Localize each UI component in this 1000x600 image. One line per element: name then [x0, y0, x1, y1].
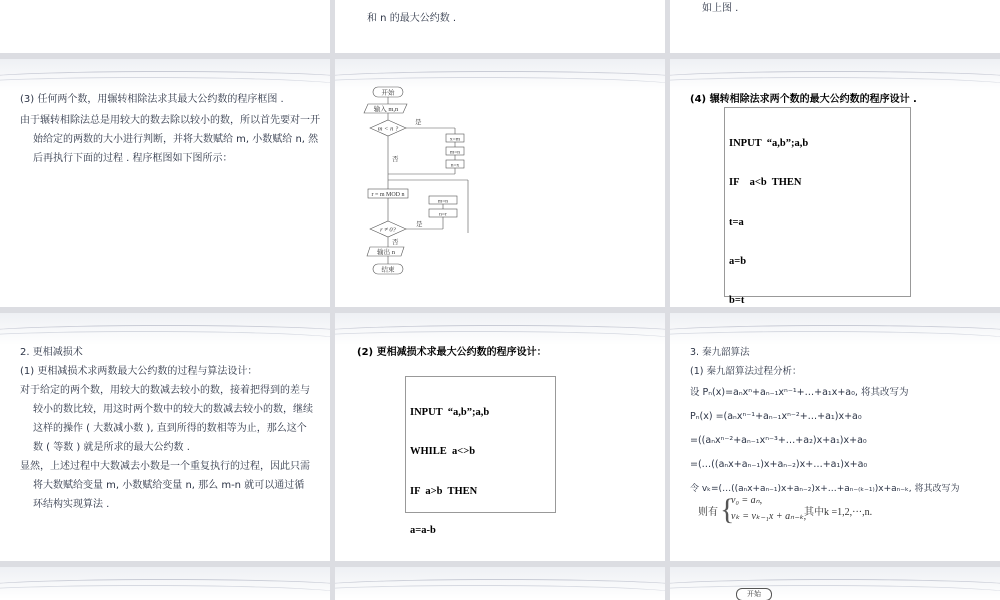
flow-yes2: 是	[416, 221, 423, 228]
slide-last-mid	[335, 567, 665, 600]
flow-cond2: r ≠ 0?	[380, 226, 396, 234]
slide-title: (4) 辗转相除法求两个数的最大公约数的程序设计 .	[690, 94, 917, 105]
flow-input: 输入 m,n	[373, 106, 399, 113]
flow-no2: 否	[392, 239, 399, 246]
slide-text: 如上图 .	[702, 3, 739, 14]
flow-start: 开始	[381, 89, 395, 97]
flow-start: 开始	[736, 588, 772, 600]
where-text: 其中k =1,2,···,n.	[804, 507, 873, 518]
slide-mid-left	[0, 59, 330, 307]
slide-last-right	[670, 567, 1000, 600]
slide-subtitle: (1) 秦九韶算法过程分析：	[690, 366, 802, 377]
flow-output: 输出 n	[377, 249, 395, 256]
then-label: 则有	[698, 507, 718, 518]
slide-last-left	[0, 567, 330, 600]
flow-cond1: m < n ?	[377, 125, 399, 133]
flow-calc: r = m MOD n	[371, 192, 405, 198]
slide-top-left	[0, 0, 330, 53]
code-line: b=t	[729, 295, 745, 307]
slide-paragraph: 对于给定的两个数，用较大的数减去较小的数，接着把得到的差与较小的数比较，用这时两个数中的较大的数减去较小的数，继续这样的操作 ( 大数减小数 ), 直到所得的数相等为止，那么这个数 ( 等数 ) 就是所求的最大公约数 .	[20, 385, 313, 453]
flow-no1: 否	[392, 156, 399, 163]
slide-paragraph: 显然，上述过程中大数减去小数是一个重复执行的过程，因此只需将大数赋给变量 m, 小数赋给变量 n, 那么 m-n 就可以通过循环结构实现算法 .	[20, 461, 310, 510]
slide-mid-mid	[335, 59, 665, 307]
slide-bot-mid	[335, 313, 665, 561]
code-line: INPUT “a,b”;a,b	[729, 138, 809, 150]
slide-title: 2. 更相减损术	[20, 347, 83, 358]
flow-s2: m=n	[449, 149, 461, 156]
slide-top-mid	[335, 0, 665, 53]
sys-line: vₖ = vₖ₋₁x + aₙ₋ₖ,	[731, 511, 807, 522]
slide-subtitle: (1) 更相减损术求两数最大公约数的过程与算法设计：	[20, 366, 258, 377]
formula-line: Pₙ(x) =(aₙxⁿ⁻¹+aₙ₋₁xⁿ⁻²+…+a₁)x+a₀	[690, 411, 862, 422]
slide-text: 和 n 的最大公约数 .	[367, 13, 457, 24]
flow-s5: n=r	[439, 211, 447, 218]
code-line: IF a>b THEN	[410, 485, 478, 497]
sys-line: v₀ = aₙ,	[731, 495, 763, 506]
slide-title: 3. 秦九韶算法	[690, 347, 750, 358]
formula-line: 令 vₖ=(…((aₙx+aₙ₋₁)x+aₙ₋₂)x+…+aₙ₋₍ₖ₋₁₎)x+aₙ₋ₖ, 将其改写为	[690, 484, 960, 494]
code-line: t=a	[729, 216, 744, 228]
slide-title: (2) 更相减损术求最大公约数的程序设计：	[357, 347, 547, 358]
formula-line: =((aₙxⁿ⁻²+aₙ₋₁xⁿ⁻³+…+a₂)x+a₁)x+a₀	[690, 435, 867, 446]
code-line: IF a<b THEN	[729, 177, 802, 189]
brace: {	[720, 493, 735, 526]
slide-paragraph: 由于辗转相除法总是用较大的数去除以较小的数，所以首先要对一开始给定的两数的大小进行判断，并将大数赋给 m, 小数赋给 n, 然后再执行下面的过程 . 程序框图如下图所示：	[20, 115, 320, 164]
code-line: a=a-b	[410, 525, 436, 537]
flow-s1: x=m	[449, 136, 461, 143]
code-line: a=b	[729, 256, 747, 268]
code-line: INPUT “a,b”;a,b	[410, 407, 490, 419]
flow-end: 结束	[381, 266, 395, 274]
slide-top-right	[670, 0, 1000, 53]
slide-bot-left	[0, 313, 330, 561]
slide-mid-right	[670, 59, 1000, 307]
slide-title: (3) 任何两个数，用辗转相除法求其最大公约数的程序框图 .	[20, 94, 284, 105]
code-box	[724, 107, 911, 307]
formula-line: =(…((aₙx+aₙ₋₁)x+aₙ₋₂)x+…+a₁)x+a₀	[690, 459, 868, 470]
flow-yes1: 是	[415, 119, 422, 126]
slide-bot-right	[670, 313, 1000, 561]
code-box	[405, 376, 556, 537]
gcd-flowchart	[360, 85, 500, 297]
formula-line: 设 Pₙ(x)=aₙxⁿ+aₙ₋₁xⁿ⁻¹+…+a₁x+a₀, 将其改写为	[690, 387, 909, 398]
flow-s4: m=n	[437, 198, 449, 205]
flow-s3: n=x	[450, 162, 460, 169]
code-line: WHILE a<>b	[410, 446, 476, 458]
